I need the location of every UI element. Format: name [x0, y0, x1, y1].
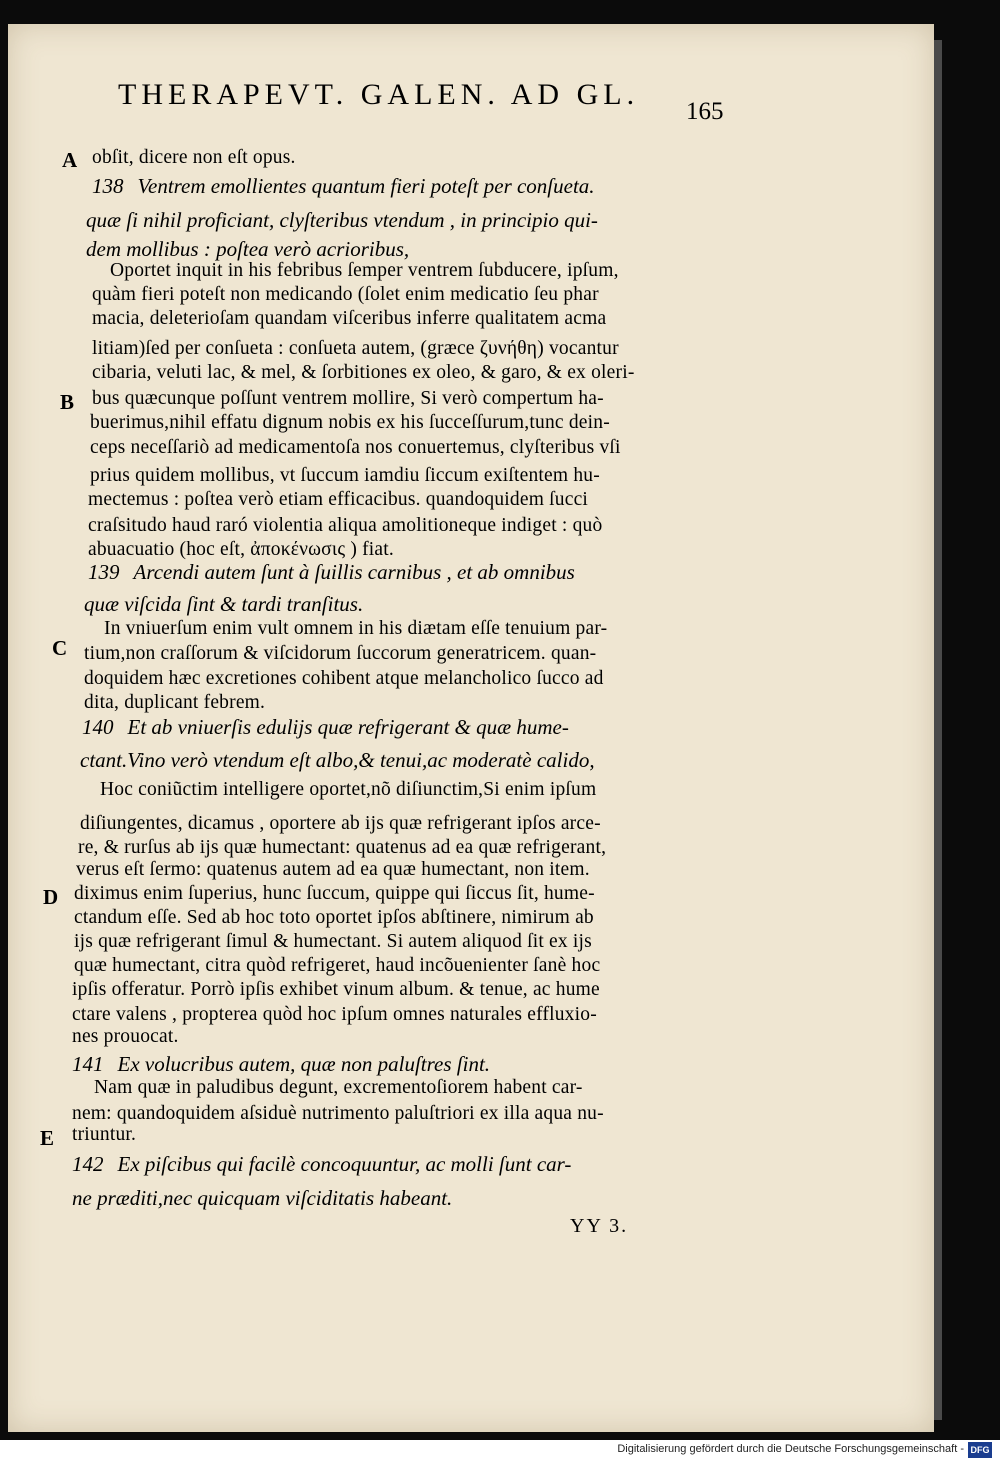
text-line: quàm fieri poteſt non medicando (ſolet enim medicatio ſeu phar	[92, 284, 599, 305]
text-line: prius quidem mollibus, vt ſuccum iamdiu ſiccum exiſtentem hu-	[90, 465, 600, 486]
text-line: macia, deleterioſam quandam viſceribus inferre qualitatem acma	[92, 308, 607, 329]
text-line: diſiungentes, dicamus , oportere ab ijs quæ refrigerant ipſos arce-	[80, 813, 601, 834]
text-line: cibaria, veluti lac, & mel, & ſorbitiones ex oleo, & garo, & ex oleri-	[92, 362, 635, 383]
text-line: quæ humectant, citra quòd refrigeret, haud incõuenienter ſanè hoc	[74, 955, 601, 976]
text-line: nes prouocat.	[72, 1026, 179, 1047]
margin-letter-a: A	[62, 148, 78, 172]
margin-letter-b: B	[60, 390, 75, 414]
text-line: diximus enim ſuperius, hunc ſuccum, quippe qui ſiccus ſit, hume-	[74, 883, 595, 904]
text-line: Oportet inquit in his febribus ſemper ventrem ſubducere, ipſum,	[110, 260, 619, 281]
section-heading-141	[72, 1052, 490, 1077]
text-line: tium,non craſſorum & viſcidorum ſuccorum generatricem. quan-	[84, 643, 597, 664]
section-heading-139	[88, 560, 575, 585]
text-line: buerimus,nihil effatu dignum nobis ex his ſucceſſurum,tunc dein-	[90, 412, 610, 433]
text-line: In vniuerſum enim vult omnem in his diætam eſſe tenuium par-	[104, 618, 608, 639]
text-line: craſsitudo haud raró violentia aliqua amolitioneque indiget : quò	[88, 515, 603, 536]
page-edge	[934, 40, 942, 1420]
page-number: 165	[686, 98, 724, 125]
heading-line: dem mollibus : poſtea verò acrioribus,	[86, 237, 410, 261]
footer-credit: Digitalisierung gefördert durch die Deutsche Forschungsgemeinschaft -	[617, 1443, 964, 1455]
heading-text: Ex piſcibus qui facilè concoquuntur, ac molli ſunt car-	[117, 1152, 572, 1176]
heading-text: Et ab vniuerſis edulijs quæ refrigerant & quæ hume-	[127, 715, 569, 739]
text-line: bus quæcunque poſſunt ventrem mollire, Si verò compertum ha-	[92, 388, 604, 409]
heading-line: ne præditi,nec quicquam viſciditatis habeant.	[72, 1186, 453, 1210]
text-line: nem: quandoquidem aſsiduè nutrimento paluſtriori ex illa aqua nu-	[72, 1103, 604, 1124]
text-line: litiam)ſed per conſueta : conſueta autem, (græce ζυνήθη) vocantur	[92, 338, 619, 359]
heading-line: quæ ſi nihil proficiant, clyſteribus vtendum , in principio qui-	[86, 208, 598, 232]
text-line: mectemus : poſtea verò etiam efficacibus. quandoquidem ſucci	[88, 489, 589, 510]
text-line: verus eſt ſermo: quatenus autem ad ea quæ humectant, non item.	[76, 859, 590, 880]
running-head: THERAPEVT. GALEN. AD GL.	[118, 78, 640, 111]
text-line: re, & rurſus ab ijs quæ humectant: quatenus ad ea quæ refrigerant,	[78, 837, 607, 858]
section-number: 140	[82, 715, 114, 739]
section-heading-142	[72, 1152, 571, 1177]
margin-letter-e: E	[40, 1126, 55, 1150]
heading-line: ctant.Vino verò vtendum eſt albo,& tenui,ac moderatè calido,	[80, 748, 595, 772]
margin-letter-c: C	[52, 636, 68, 660]
text-line: obſit, dicere non eſt opus.	[92, 147, 296, 168]
section-number: 142	[72, 1152, 104, 1176]
text-line: ijs quæ refrigerant ſimul & humectant. Si autem aliquod ſit ex ijs	[74, 931, 592, 952]
signature-mark: YY 3.	[570, 1215, 629, 1237]
section-number: 139	[88, 560, 120, 584]
heading-text: Ventrem emollientes quantum fieri poteſt per conſueta.	[137, 174, 595, 198]
text-line: ctandum eſſe. Sed ab hoc toto oportet ipſos abſtinere, nimirum ab	[74, 907, 594, 928]
text-line: Nam quæ in paludibus degunt, excrementoſiorem habent car-	[94, 1077, 583, 1098]
text-line: doquidem hæc excretiones cohibent atque melancholico ſucco ad	[84, 668, 604, 689]
text-line: ctare valens , propterea quòd hoc ipſum omnes naturales effluxio-	[72, 1004, 597, 1025]
section-number: 138	[92, 174, 124, 198]
section-heading-138	[92, 174, 595, 199]
text-line: Hoc coniũctim intelligere oportet,nõ diſiunctim,Si enim ipſum	[100, 779, 597, 800]
section-number: 141	[72, 1052, 104, 1076]
text-line: ceps neceſſariò ad medicamentoſa nos conuertemus, clyſteribus vſi	[90, 437, 621, 458]
text-line: ipſis offeratur. Porrò ipſis exhibet vinum album. & tenue, ac hume	[72, 979, 600, 1000]
section-heading-140	[82, 715, 569, 740]
heading-text: Ex volucribus autem, quæ non paluſtres ſint.	[117, 1052, 491, 1076]
heading-text: Arcendi autem ſunt à ſuillis carnibus , et ab omnibus	[133, 560, 575, 584]
heading-line: quæ viſcida ſint & tardi tranſitus.	[84, 592, 364, 616]
dfg-logo[interactable]: DFG	[968, 1442, 992, 1458]
footer-bar	[0, 1440, 1000, 1463]
text-line: dita, duplicant febrem.	[84, 692, 266, 713]
text-line: triuntur.	[72, 1124, 137, 1145]
text-line: abuacuatio (hoc eſt, ἀποκένωσις ) fiat.	[88, 539, 394, 560]
margin-letter-d: D	[43, 885, 59, 909]
